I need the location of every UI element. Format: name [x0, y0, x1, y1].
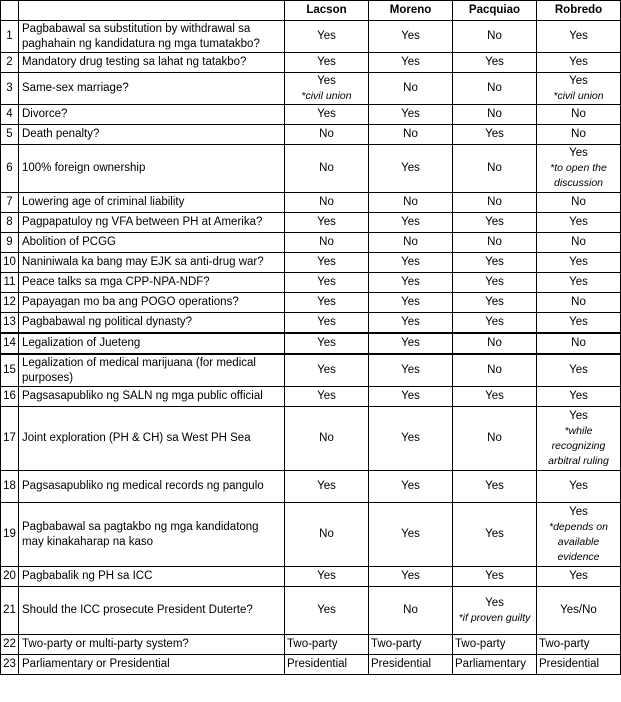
answer-value: Yes [317, 216, 336, 228]
answer-value: Yes [401, 364, 420, 376]
row-number: 1 [1, 21, 19, 53]
answer-cell [537, 387, 621, 407]
answer-cell [537, 635, 621, 655]
answer-value: No [487, 30, 502, 42]
row-number: 23 [1, 655, 19, 675]
table-row [1, 635, 621, 655]
answer-cell [285, 293, 369, 313]
answer-value: Yes [317, 390, 336, 402]
answer-value: Yes [485, 296, 504, 308]
answer-cell [537, 273, 621, 293]
answer-cell [285, 233, 369, 253]
question-cell: Papayagan mo ba ang POGO operations? [19, 293, 285, 313]
answer-cell [369, 333, 453, 354]
answer-cell [369, 273, 453, 293]
answer-value: Yes [401, 216, 420, 228]
answer-cell [369, 21, 453, 53]
row-number: 2 [1, 53, 19, 73]
answer-cell [537, 125, 621, 145]
answer-cell [537, 655, 621, 675]
header-moreno: Moreno [369, 1, 453, 21]
answer-cell [537, 233, 621, 253]
row-number: 13 [1, 313, 19, 334]
answer-value: Yes [317, 74, 336, 87]
row-number: 22 [1, 635, 19, 655]
answer-value: No [571, 296, 586, 308]
answer-cell [285, 253, 369, 273]
row-number: 4 [1, 105, 19, 125]
answer-value: Two-party [287, 638, 338, 650]
question-cell: Should the ICC prosecute President Duterte? [19, 587, 285, 635]
answer-cell [369, 233, 453, 253]
answer-value: No [487, 337, 502, 349]
row-number: 8 [1, 213, 19, 233]
table-row [1, 354, 621, 387]
answer-cell [285, 105, 369, 125]
answer-value: Yes [485, 256, 504, 268]
question-cell: Pagbabawal ng political dynasty? [19, 313, 285, 334]
answer-value: Yes [569, 147, 588, 159]
table-row [1, 73, 621, 105]
answer-value: Yes [401, 162, 420, 174]
row-number: 15 [1, 354, 19, 387]
answer-cell [453, 125, 537, 145]
answer-value: Yes [317, 604, 336, 616]
answer-value: Yes [401, 256, 420, 268]
question-cell: Pagsasapubliko ng medical records ng pangulo [19, 471, 285, 503]
answer-value: Yes [401, 30, 420, 42]
answer-cell [537, 213, 621, 233]
answer-cell [369, 213, 453, 233]
question-cell: Pagbabawal sa substitution by withdrawal sa paghahain ng kandidatura ng mga tumatakbo? [19, 21, 285, 53]
answer-value: No [571, 337, 586, 349]
table-row [1, 213, 621, 233]
answer-value: No [319, 128, 334, 140]
answer-value: Yes [401, 390, 420, 402]
answer-cell [369, 587, 453, 635]
answer-value: No [487, 432, 502, 444]
answer-note: *civil union [301, 89, 352, 102]
answer-value: Yes [317, 316, 336, 328]
answer-cell [453, 293, 537, 313]
answer-value: Presidential [287, 658, 348, 670]
question-cell: Pagpapatuloy ng VFA between PH at Amerika? [19, 213, 285, 233]
answer-value: Yes [401, 316, 420, 328]
answer-note: *if proven guilty [458, 611, 531, 624]
row-number: 3 [1, 73, 19, 105]
answer-value: Yes [401, 528, 420, 540]
question-cell: Legalization of Jueteng [19, 333, 285, 354]
row-number: 14 [1, 333, 19, 354]
question-cell: Pagbabawal sa pagtakbo ng mga kandidatong may kinakaharap na kaso [19, 503, 285, 567]
answer-note: *civil union [553, 89, 604, 102]
question-cell: Peace talks sa mga CPP-NPA-NDF? [19, 273, 285, 293]
row-number: 10 [1, 253, 19, 273]
question-cell: Joint exploration (PH & CH) sa West PH Sea [19, 407, 285, 471]
answer-cell [537, 333, 621, 354]
answer-cell [369, 53, 453, 73]
answer-cell [537, 145, 621, 193]
answer-value: No [487, 236, 502, 248]
table-row [1, 193, 621, 213]
answer-value: Yes [569, 570, 588, 582]
answer-value: Yes [569, 30, 588, 42]
answer-value: Yes [401, 570, 420, 582]
question-cell: Pagsasapubliko ng SALN ng mga public official [19, 387, 285, 407]
answer-cell [537, 407, 621, 471]
answer-cell [537, 293, 621, 313]
table-row [1, 105, 621, 125]
answer-value: Yes [485, 570, 504, 582]
answer-value: Presidential [371, 658, 432, 670]
question-cell: Parliamentary or Presidential [19, 655, 285, 675]
answer-cell [537, 105, 621, 125]
answer-cell [453, 105, 537, 125]
table-row [1, 293, 621, 313]
answer-value: Yes [569, 74, 588, 87]
row-number: 20 [1, 567, 19, 587]
answer-value: Yes [317, 480, 336, 492]
answer-value: Yes/No [560, 604, 597, 616]
answer-value: Yes [317, 56, 336, 68]
answer-cell [285, 503, 369, 567]
row-number: 18 [1, 471, 19, 503]
table-row [1, 233, 621, 253]
answer-value: Yes [569, 409, 588, 422]
answer-value: No [403, 236, 418, 248]
row-number: 5 [1, 125, 19, 145]
answer-value: Yes [401, 56, 420, 68]
answer-value: No [571, 108, 586, 120]
answer-value: Yes [317, 256, 336, 268]
row-number: 21 [1, 587, 19, 635]
answer-value: No [319, 162, 334, 174]
answer-value: No [319, 432, 334, 444]
answer-cell [537, 567, 621, 587]
answer-cell [285, 73, 369, 105]
answer-cell [369, 635, 453, 655]
question-cell: Death penalty? [19, 125, 285, 145]
answer-cell [453, 253, 537, 273]
table-row [1, 21, 621, 53]
answer-cell [453, 21, 537, 53]
answer-value: Yes [485, 480, 504, 492]
answer-value: Yes [401, 480, 420, 492]
answer-value: Two-party [371, 638, 422, 650]
answer-cell [369, 105, 453, 125]
answer-cell [453, 655, 537, 675]
answer-cell [453, 313, 537, 334]
question-cell: Same-sex marriage? [19, 73, 285, 105]
answer-value: No [487, 162, 502, 174]
answer-value: No [403, 604, 418, 616]
row-number: 6 [1, 145, 19, 193]
row-number: 12 [1, 293, 19, 313]
table-row [1, 125, 621, 145]
answer-value: Yes [569, 256, 588, 268]
table-row [1, 53, 621, 73]
answer-cell [369, 503, 453, 567]
answer-cell [453, 333, 537, 354]
row-number: 16 [1, 387, 19, 407]
answer-value: Presidential [539, 658, 600, 670]
row-number: 17 [1, 407, 19, 471]
answer-cell [369, 193, 453, 213]
header-pacquiao: Pacquiao [453, 1, 537, 21]
answer-value: Two-party [539, 638, 590, 650]
question-cell: Divorce? [19, 105, 285, 125]
answer-cell [285, 635, 369, 655]
answer-value: No [487, 82, 502, 94]
answer-cell [285, 407, 369, 471]
answer-cell [537, 21, 621, 53]
answer-value: No [319, 236, 334, 248]
answer-value: No [487, 108, 502, 120]
answer-cell [537, 587, 621, 635]
table-row [1, 313, 621, 334]
answer-cell [453, 587, 537, 635]
answer-cell [285, 313, 369, 334]
answer-cell [285, 471, 369, 503]
answer-cell [537, 313, 621, 334]
table-row [1, 253, 621, 273]
answer-cell [453, 145, 537, 193]
answer-value: Yes [569, 480, 588, 492]
answer-cell [453, 273, 537, 293]
answer-value: Yes [569, 216, 588, 228]
answer-cell [537, 354, 621, 387]
answer-value: Yes [569, 390, 588, 402]
answer-value: Yes [485, 316, 504, 328]
answer-note: *depends on available evidence [549, 520, 608, 563]
answer-cell [285, 125, 369, 145]
answer-cell [285, 333, 369, 354]
row-number: 7 [1, 193, 19, 213]
answer-value: Two-party [455, 638, 506, 650]
answer-value: No [571, 236, 586, 248]
answer-value: Yes [569, 56, 588, 68]
answer-cell [453, 503, 537, 567]
answer-value: Yes [401, 337, 420, 349]
question-cell: 100% foreign ownership [19, 145, 285, 193]
answer-value: No [571, 196, 586, 208]
answer-value: Yes [569, 316, 588, 328]
answer-value: Yes [485, 276, 504, 288]
answer-cell [453, 213, 537, 233]
answer-cell [369, 655, 453, 675]
answer-cell [285, 567, 369, 587]
answer-cell [285, 53, 369, 73]
answer-value: Parliamentary [455, 658, 526, 670]
answer-cell [537, 193, 621, 213]
answer-cell [369, 293, 453, 313]
row-number: 9 [1, 233, 19, 253]
answer-value: No [403, 128, 418, 140]
question-cell: Pagbabalik ng PH sa ICC [19, 567, 285, 587]
answer-value: Yes [317, 364, 336, 376]
answer-cell [537, 471, 621, 503]
answer-cell [369, 407, 453, 471]
answer-cell [369, 313, 453, 334]
answer-cell [285, 213, 369, 233]
answer-cell [285, 655, 369, 675]
answer-cell [369, 253, 453, 273]
answer-cell [453, 233, 537, 253]
answer-value: No [487, 364, 502, 376]
answer-value: Yes [569, 276, 588, 288]
table-row [1, 567, 621, 587]
answer-cell [285, 273, 369, 293]
answer-cell [453, 387, 537, 407]
answer-value: No [319, 528, 334, 540]
answer-value: Yes [569, 364, 588, 376]
question-cell: Abolition of PCGG [19, 233, 285, 253]
answer-value: Yes [401, 432, 420, 444]
answer-cell [453, 567, 537, 587]
question-cell: Two-party or multi-party system? [19, 635, 285, 655]
answer-cell [285, 145, 369, 193]
table-row [1, 387, 621, 407]
answer-value: Yes [485, 56, 504, 68]
answer-value: Yes [485, 390, 504, 402]
answer-value: Yes [317, 296, 336, 308]
answer-value: No [571, 128, 586, 140]
answer-cell [285, 21, 369, 53]
answer-value: Yes [485, 596, 504, 609]
answer-value: Yes [317, 108, 336, 120]
answer-cell [537, 253, 621, 273]
answer-value: Yes [401, 108, 420, 120]
answer-cell [453, 471, 537, 503]
answer-value: Yes [317, 570, 336, 582]
answer-cell [453, 635, 537, 655]
question-cell: Naniniwala ka bang may EJK sa anti-drug war? [19, 253, 285, 273]
table-row [1, 407, 621, 471]
answer-cell [369, 145, 453, 193]
header-robredo: Robredo [537, 1, 621, 21]
answer-cell [537, 53, 621, 73]
table-row [1, 145, 621, 193]
question-cell: Mandatory drug testing sa lahat ng tatakbo? [19, 53, 285, 73]
header-lacson: Lacson [285, 1, 369, 21]
answer-cell [369, 387, 453, 407]
answer-value: Yes [485, 216, 504, 228]
answer-note: *while recognizing arbitral ruling [548, 424, 609, 467]
header-question [19, 1, 285, 21]
answer-cell [369, 354, 453, 387]
answer-value: Yes [401, 276, 420, 288]
answer-cell [369, 125, 453, 145]
answer-value: Yes [401, 296, 420, 308]
answer-value: Yes [485, 528, 504, 540]
table-row [1, 333, 621, 354]
answer-value: Yes [317, 30, 336, 42]
row-number: 19 [1, 503, 19, 567]
answer-cell [537, 503, 621, 567]
answer-value: Yes [485, 128, 504, 140]
question-cell: Legalization of medical marijuana (for medical purposes) [19, 354, 285, 387]
question-cell: Lowering age of criminal liability [19, 193, 285, 213]
answer-note: *to open the discussion [550, 162, 607, 189]
answer-value: No [319, 196, 334, 208]
answer-cell [369, 471, 453, 503]
answer-cell [537, 73, 621, 105]
answer-cell [285, 587, 369, 635]
answer-cell [285, 387, 369, 407]
table-row [1, 587, 621, 635]
answer-cell [453, 193, 537, 213]
table-row [1, 273, 621, 293]
header-row [1, 1, 621, 21]
answer-cell [453, 73, 537, 105]
table-row [1, 503, 621, 567]
answer-cell [285, 193, 369, 213]
table-row [1, 471, 621, 503]
table-row [1, 655, 621, 675]
row-number: 11 [1, 273, 19, 293]
answer-value: No [403, 82, 418, 94]
answer-cell [453, 53, 537, 73]
answer-value: Yes [569, 505, 588, 518]
answer-value: Yes [317, 337, 336, 349]
answer-cell [369, 73, 453, 105]
header-num [1, 1, 19, 21]
answer-value: No [403, 196, 418, 208]
answer-cell [369, 567, 453, 587]
answer-value: Yes [317, 276, 336, 288]
answer-cell [453, 407, 537, 471]
answer-value: No [487, 196, 502, 208]
answer-cell [285, 354, 369, 387]
answer-cell [453, 354, 537, 387]
